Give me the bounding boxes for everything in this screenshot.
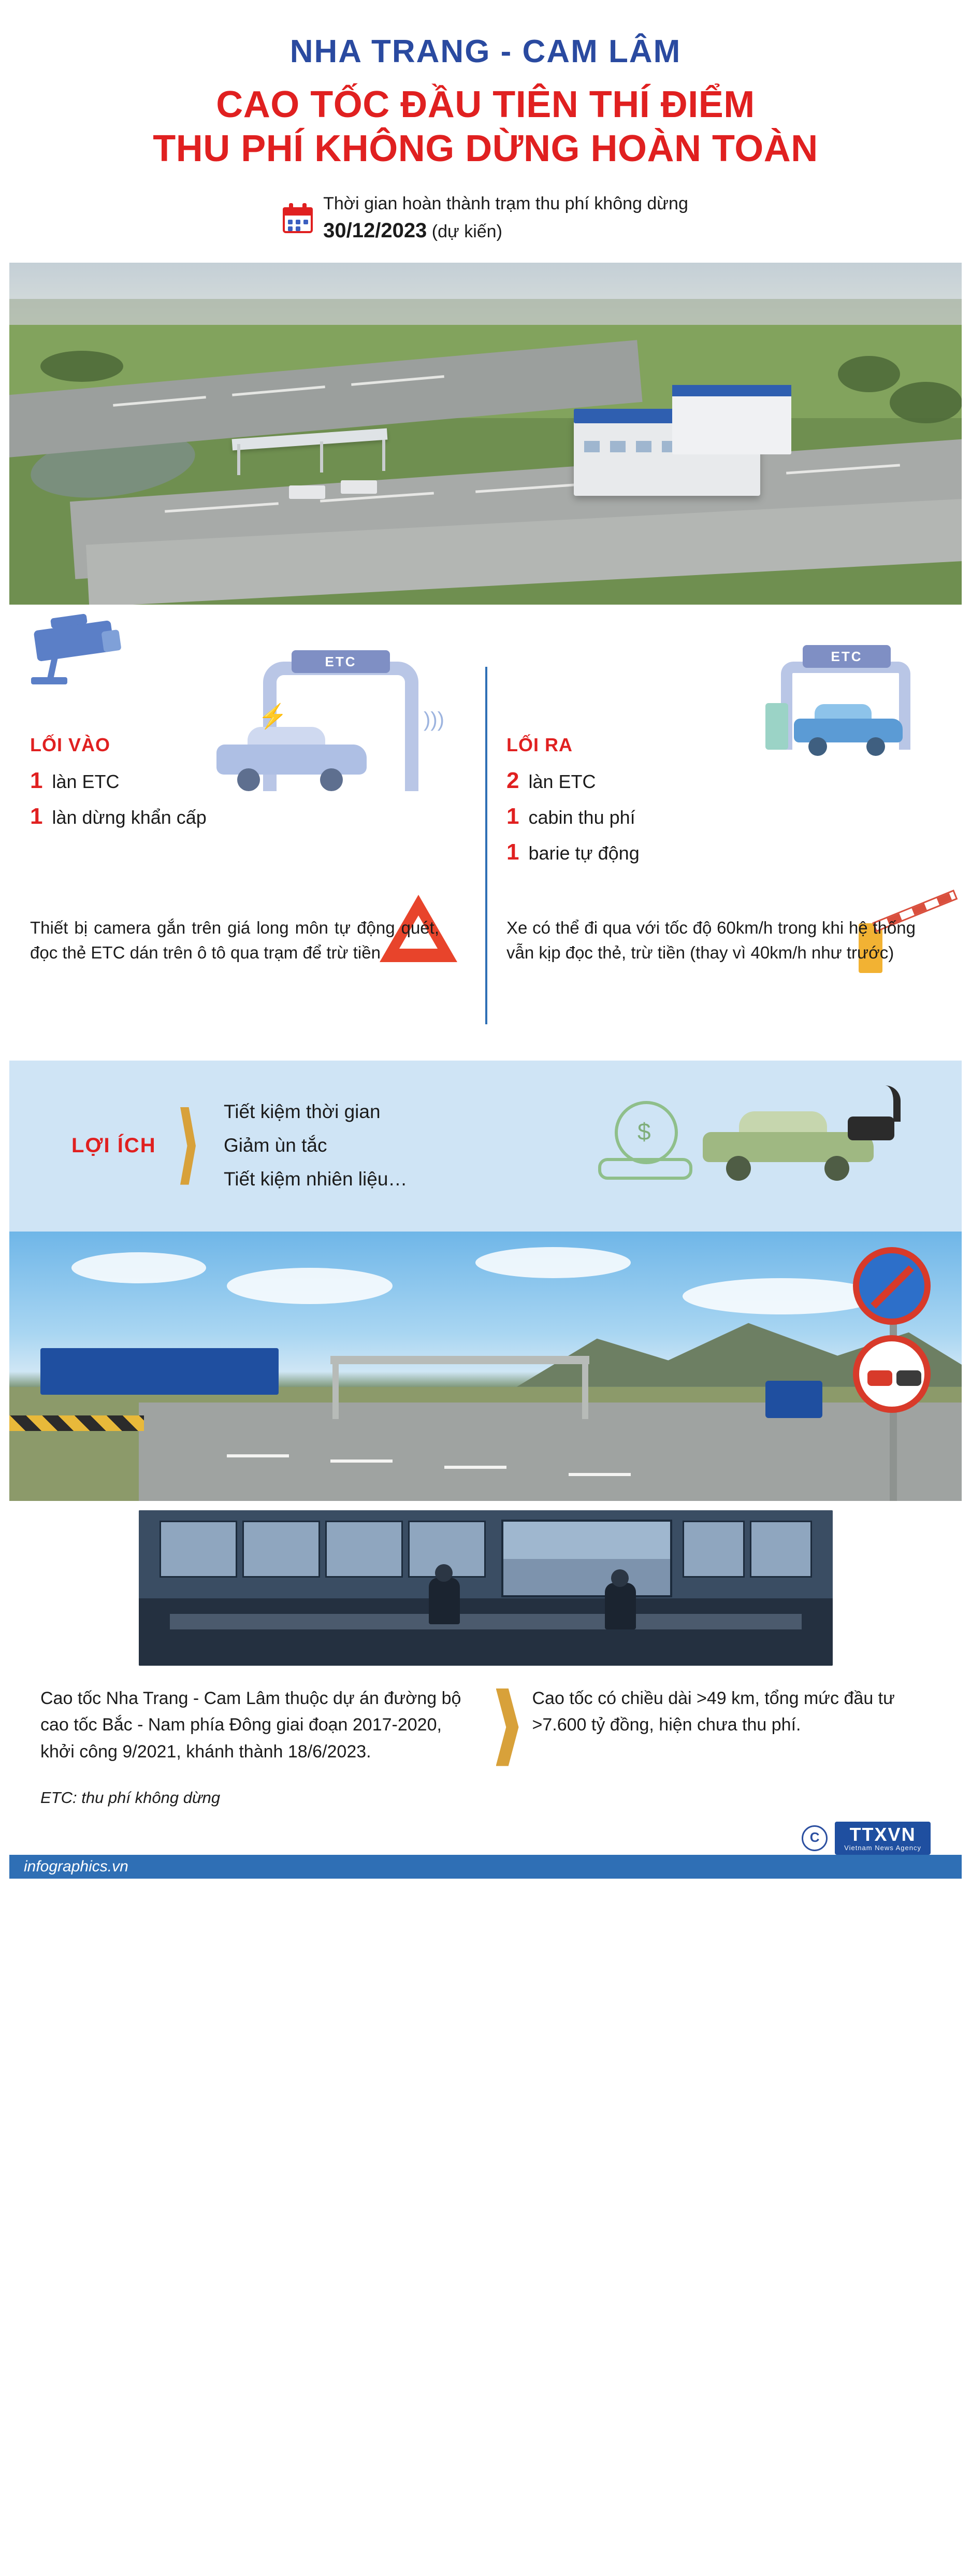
copyright-icon: C — [802, 1825, 828, 1851]
infographic-canvas — [9, 9, 962, 2567]
entry-spec-0-label: làn ETC — [52, 770, 120, 792]
footer-right-text: Cao tốc có chiều dài >49 km, tổng mức đầu tư >7.600 tỷ đồng, hiện chưa thu phí. — [532, 1688, 895, 1735]
exit-spec-row — [506, 841, 931, 864]
exit-spec-row — [506, 769, 931, 793]
chevron-right-icon — [496, 1688, 519, 1766]
etc-abbreviation-note: ETC: thu phí không dừng — [40, 1788, 221, 1807]
completion-date-text — [323, 193, 688, 244]
benefits-label: LỢI ÍCH — [71, 1134, 156, 1157]
site-url: infographics.vn — [24, 1857, 128, 1875]
header — [9, 9, 962, 263]
agency-badge — [835, 1822, 931, 1855]
footer-left-text: Cao tốc Nha Trang - Cam Lâm thuộc dự án đường bộ cao tốc Bắc - Nam phía Đông giai đoạn 2017-2020, khởi công 9/2021, khánh thành 18/6/2023. — [40, 1688, 461, 1762]
signal-bolt-icon: ⚡ — [258, 702, 288, 729]
page-title: NHA TRANG - CAM LÂM — [289, 34, 682, 69]
benefit-item: Tiết kiệm thời gian — [224, 1101, 381, 1123]
completion-date-row — [40, 193, 931, 257]
control-room-photo — [139, 1510, 833, 1666]
entry-spec-1-label: làn dừng khẩn cấp — [52, 806, 207, 828]
footer-left — [9, 1685, 486, 1766]
entry-spec-row — [30, 769, 455, 793]
exit-spec-0-label: làn ETC — [528, 770, 596, 792]
footer-facts — [9, 1666, 962, 1766]
exit-heading: LỐI RA — [506, 734, 573, 755]
exit-spec-row — [506, 805, 931, 828]
exit-note — [506, 915, 916, 966]
entry-spec-1-num: 1 — [30, 803, 43, 829]
benefits-illustration — [573, 1075, 905, 1215]
agency-logo — [802, 1822, 931, 1855]
agency-full-name: Vietnam News Agency — [844, 1844, 921, 1852]
entry-column — [30, 734, 455, 841]
fuel-pump-icon — [843, 1085, 905, 1184]
exit-spec-2-num: 1 — [506, 839, 519, 865]
no-overtaking-sign — [853, 1335, 931, 1413]
exit-spec-2-label: barie tự động — [528, 842, 640, 864]
completion-date-value-row — [323, 217, 688, 244]
completion-date-label: Thời gian hoàn thành trạm thu phí không dừng — [323, 194, 688, 214]
footer-bar — [9, 1822, 962, 1879]
entry-spec-0-num: 1 — [30, 767, 43, 793]
benefits-list — [224, 1095, 407, 1196]
entry-gantry-sign: ETC — [292, 650, 390, 673]
exit-note-text: Xe có thể đi qua với tốc độ 60km/h trong khi hệ thống vẫn kịp đọc thẻ, trừ tiền (thay vì 40km/h như trước) — [506, 918, 916, 963]
completion-date-value: 30/12/2023 — [323, 219, 427, 242]
toll-booth-roof — [40, 1348, 279, 1395]
page-subtitle-line2: THU PHÍ KHÔNG DỪNG HOÀN TOÀN — [153, 128, 818, 170]
aerial-toll-station-photo — [9, 263, 962, 605]
exit-spec-1-num: 1 — [506, 803, 519, 829]
toll-plaza-photo — [9, 1232, 962, 1501]
exit-spec-0-num: 2 — [506, 767, 519, 793]
entry-note — [30, 915, 439, 966]
direction-sign — [765, 1381, 822, 1418]
section-divider — [485, 667, 487, 1024]
calendar-icon — [283, 203, 313, 233]
no-stopping-sign — [853, 1247, 931, 1325]
benefits-section — [9, 1061, 962, 1232]
exit-column — [506, 734, 931, 877]
entry-note-text: Thiết bị camera gắn trên giá long môn tự động quét, đọc thẻ ETC dán trên ô tô qua trạm để trừ tiền — [30, 918, 439, 963]
entry-heading: LỐI VÀO — [30, 734, 111, 755]
coin-hand-icon: $ — [589, 1096, 703, 1189]
camera-icon — [25, 615, 139, 693]
chevron-right-icon — [180, 1107, 210, 1185]
bottom-strip — [9, 1855, 962, 1879]
agency-short-name: TTXVN — [849, 1823, 916, 1845]
footer-right — [486, 1685, 962, 1766]
page-subtitle — [40, 83, 931, 171]
benefit-item: Tiết kiệm nhiên liệu… — [224, 1168, 408, 1190]
benefit-item: Giảm ùn tắc — [224, 1135, 327, 1156]
completion-date-note: (dự kiến) — [431, 221, 502, 241]
page-subtitle-line1: CAO TỐC ĐẦU TIÊN THÍ ĐIỂM — [216, 84, 755, 126]
exit-gantry-sign: ETC — [803, 645, 891, 668]
entry-spec-row — [30, 805, 455, 828]
entry-gantry-illustration: ETC ))) ⚡ — [201, 646, 475, 817]
exit-spec-1-label: cabin thu phí — [528, 806, 635, 828]
etc-lanes-section — [9, 605, 962, 1061]
